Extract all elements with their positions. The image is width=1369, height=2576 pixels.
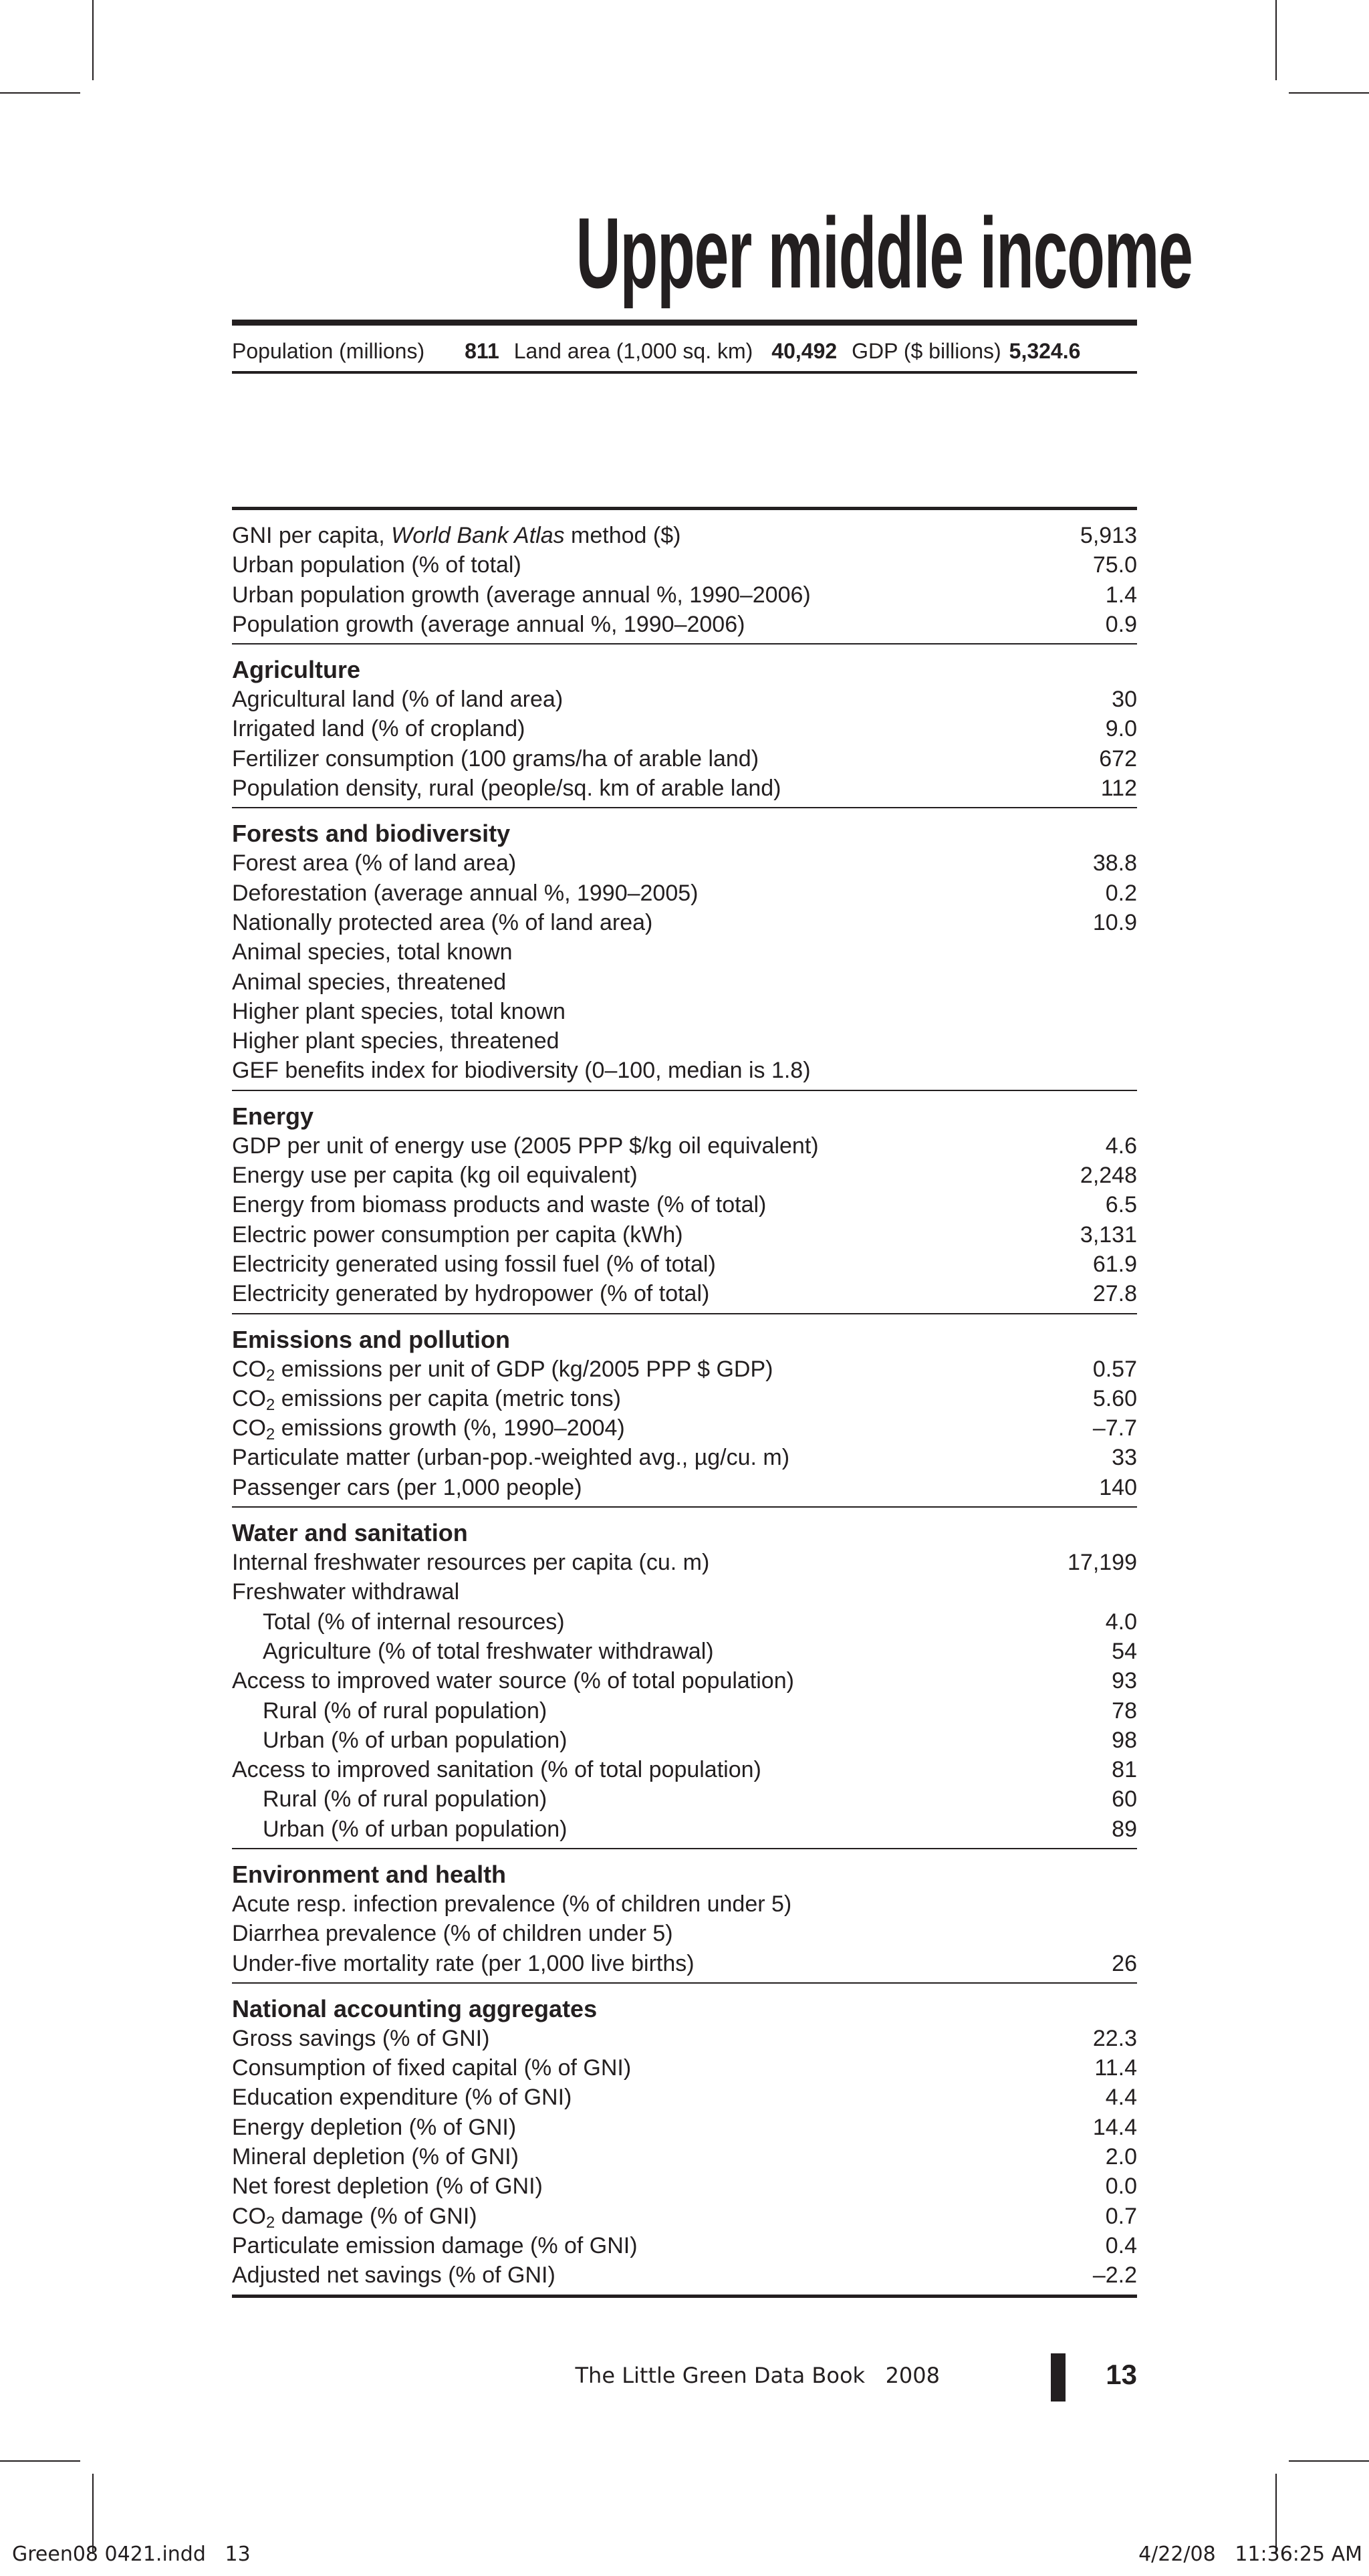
row-value: 0.4 xyxy=(1105,2232,1137,2258)
row-value: –7.7 xyxy=(1092,1415,1137,1441)
row-value: 60 xyxy=(1112,1786,1137,1812)
row-value: 78 xyxy=(1112,1697,1137,1724)
section-forests xyxy=(232,808,1137,1090)
table-row xyxy=(232,2024,1137,2053)
row-value: 672 xyxy=(1099,745,1137,772)
row-value: 30 xyxy=(1112,687,1137,713)
table-row xyxy=(232,967,1137,997)
summary-rule xyxy=(232,371,1137,374)
table-row xyxy=(232,521,1137,550)
row-label xyxy=(232,1413,625,1443)
table-row xyxy=(232,1056,1137,1085)
row-label: Particulate emission damage (% of GNI) xyxy=(232,2232,638,2258)
table-row xyxy=(232,1607,1137,1637)
table-row xyxy=(232,685,1137,714)
row-label: Electric power consumption per capita (kWh) xyxy=(232,1221,683,1248)
row-label: Energy use per capita (kg oil equivalent) xyxy=(232,1163,638,1189)
section-water xyxy=(232,1508,1137,1849)
table-row xyxy=(232,1413,1137,1443)
row-label: Rural (% of rural population) xyxy=(263,1697,547,1724)
table-row xyxy=(232,2142,1137,2172)
row-label: Particulate matter (urban-pop.-weighted avg., µg/cu. m) xyxy=(232,1445,790,1471)
row-value: 38.8 xyxy=(1092,850,1137,876)
row-label: Higher plant species, threatened xyxy=(232,1028,559,1054)
row-value: 0.57 xyxy=(1092,1356,1137,1382)
crop-mark xyxy=(0,2460,80,2462)
row-label: Diarrhea prevalence (% of children under 5) xyxy=(232,1921,673,1947)
crop-mark xyxy=(1275,2474,1277,2554)
row-value: 75.0 xyxy=(1092,552,1137,578)
row-value: 10.9 xyxy=(1092,909,1137,935)
row-label: Energy depletion (% of GNI) xyxy=(232,2114,517,2140)
table-row xyxy=(232,610,1137,639)
table-row xyxy=(232,1384,1137,1413)
table-row xyxy=(232,1161,1137,1190)
gdp-label: GDP ($ billions) xyxy=(852,338,1001,363)
table-row xyxy=(232,2231,1137,2260)
population-label: Population (millions) xyxy=(232,338,425,363)
section-heading: Forests and biodiversity xyxy=(232,820,511,848)
row-value: 0.7 xyxy=(1105,2203,1137,2229)
row-value: 4.6 xyxy=(1105,1133,1137,1159)
row-label: Urban (% of urban population) xyxy=(263,1727,568,1753)
crop-mark xyxy=(1289,2460,1369,2462)
table-row xyxy=(232,1026,1137,1056)
row-value: 112 xyxy=(1100,776,1137,802)
row-value: 81 xyxy=(1112,1757,1137,1783)
row-value: 0.0 xyxy=(1105,2174,1137,2200)
row-value: 93 xyxy=(1112,1668,1137,1694)
crop-mark xyxy=(92,2474,94,2554)
row-label: Irrigated land (% of cropland) xyxy=(232,716,525,742)
row-label: Animal species, threatened xyxy=(232,969,507,995)
row-value: 22.3 xyxy=(1092,2025,1137,2051)
table-row xyxy=(232,937,1137,967)
gni-label-post: method ($) xyxy=(564,523,681,548)
table-row xyxy=(232,1279,1137,1308)
section-general xyxy=(232,510,1137,645)
crop-mark xyxy=(1289,92,1369,94)
row-value: 4.4 xyxy=(1105,2085,1137,2111)
row-label: Urban population growth (average annual %, 1990–2006) xyxy=(232,582,811,608)
row-value: 11.4 xyxy=(1094,2055,1137,2081)
table-row xyxy=(232,774,1137,803)
section-accounts xyxy=(232,1984,1137,2298)
table-row xyxy=(232,848,1137,878)
row-value: 5,913 xyxy=(1080,523,1137,548)
row-label: Under-five mortality rate (per 1,000 live births) xyxy=(232,1950,695,1976)
table-row xyxy=(232,714,1137,743)
row-label xyxy=(232,521,680,550)
row-value: 17,199 xyxy=(1068,1550,1137,1576)
row-label: Rural (% of rural population) xyxy=(263,1786,547,1812)
row-value: 2,248 xyxy=(1080,1163,1137,1189)
row-value: 26 xyxy=(1112,1950,1137,1976)
crop-mark xyxy=(0,92,80,94)
row-label: Agricultural land (% of land area) xyxy=(232,687,564,713)
table-row xyxy=(232,908,1137,937)
co2-label-text: emissions per unit of GDP (kg/2005 PPP $ GDP) xyxy=(275,1356,773,1382)
row-value: 4.0 xyxy=(1105,1609,1137,1635)
row-label: Forest area (% of land area) xyxy=(232,850,517,876)
section-heading: Emissions and pollution xyxy=(232,1325,511,1353)
row-label: Mineral depletion (% of GNI) xyxy=(232,2144,519,2170)
row-label: Energy from biomass products and waste (% of total) xyxy=(232,1192,767,1218)
row-label: GEF benefits index for biodiversity (0–100, median is 1.8) xyxy=(232,1058,811,1084)
row-label: Agriculture (% of total freshwater withdrawal) xyxy=(263,1638,714,1664)
row-label: Gross savings (% of GNI) xyxy=(232,2025,490,2051)
row-value: 1.4 xyxy=(1105,582,1137,608)
row-label xyxy=(232,2202,477,2231)
land-area-value: 40,492 xyxy=(771,338,838,363)
row-label: Passenger cars (per 1,000 people) xyxy=(232,1474,582,1500)
table-row xyxy=(232,1443,1137,1472)
section-heading: Environment and health xyxy=(232,1860,507,1888)
slug-file: Green08 0421.indd 13 xyxy=(12,2543,251,2566)
co2-subscript: 2 xyxy=(266,1366,275,1385)
row-label xyxy=(232,1384,621,1413)
row-label: Education expenditure (% of GNI) xyxy=(232,2085,572,2111)
table-row xyxy=(232,580,1137,610)
row-value: –2.2 xyxy=(1092,2262,1137,2289)
co2-subscript: 2 xyxy=(266,1395,275,1414)
row-value: 3,131 xyxy=(1080,1221,1137,1248)
section-heading: Agriculture xyxy=(232,656,361,684)
row-label: Total (% of internal resources) xyxy=(263,1609,565,1635)
table-row xyxy=(232,2053,1137,2083)
row-label: GDP per unit of energy use (2005 PPP $/kg oil equivalent) xyxy=(232,1133,819,1159)
table-row xyxy=(232,1637,1137,1666)
row-label: Urban population (% of total) xyxy=(232,552,521,578)
row-value: 2.0 xyxy=(1105,2144,1137,2170)
table-row xyxy=(232,1220,1137,1250)
gni-label-italic: World Bank Atlas xyxy=(391,523,565,548)
gdp-value: 5,324.6 xyxy=(1009,338,1081,363)
footer-bar xyxy=(1051,2353,1066,2402)
co2-prefix: CO xyxy=(232,1385,266,1411)
table-row xyxy=(232,1473,1137,1502)
row-value: 14.4 xyxy=(1092,2114,1137,2140)
table-row xyxy=(232,1784,1137,1814)
co2-subscript: 2 xyxy=(266,1425,275,1444)
section-energy xyxy=(232,1091,1137,1314)
row-label: Nationally protected area (% of land area) xyxy=(232,909,653,935)
row-value: 61.9 xyxy=(1092,1251,1137,1277)
row-value: 5.60 xyxy=(1092,1385,1137,1411)
section-heading: Water and sanitation xyxy=(232,1519,468,1547)
table-row xyxy=(232,2172,1137,2201)
co2-label-text: damage (% of GNI) xyxy=(275,2203,477,2229)
crop-mark xyxy=(92,0,94,80)
row-label: Freshwater withdrawal xyxy=(232,1579,460,1605)
section-heading: Energy xyxy=(232,1102,314,1130)
row-label: Animal species, total known xyxy=(232,939,513,965)
section-emissions xyxy=(232,1314,1137,1508)
row-label: Electricity generated by hydropower (% of total) xyxy=(232,1281,710,1307)
row-label: Net forest depletion (% of GNI) xyxy=(232,2174,543,2200)
table-row xyxy=(232,1355,1137,1384)
table-row xyxy=(232,1755,1137,1784)
summary-strip xyxy=(232,332,1137,370)
page-title: Upper middle income xyxy=(576,197,1193,309)
row-label: Deforestation (average annual %, 1990–2005) xyxy=(232,880,699,906)
section-agriculture xyxy=(232,645,1137,808)
table-row xyxy=(232,2202,1137,2231)
page-number: 13 xyxy=(1106,2359,1137,2390)
row-value: 9.0 xyxy=(1105,716,1137,742)
section-heading: National accounting aggregates xyxy=(232,1994,598,2022)
table-row xyxy=(232,1919,1137,1948)
row-value: 89 xyxy=(1112,1816,1137,1842)
row-value: 6.5 xyxy=(1105,1192,1137,1218)
row-label: Electricity generated using fossil fuel (% of total) xyxy=(232,1251,716,1277)
row-label xyxy=(232,1355,773,1384)
title-rule xyxy=(232,320,1137,326)
row-value: 140 xyxy=(1099,1474,1137,1500)
table-row xyxy=(232,997,1137,1026)
row-value: 0.2 xyxy=(1105,880,1137,906)
table-row xyxy=(232,2260,1137,2290)
table-row xyxy=(232,1814,1137,1844)
row-label: Urban (% of urban population) xyxy=(263,1816,568,1842)
table-row xyxy=(232,1726,1137,1755)
table-row xyxy=(232,1949,1137,1978)
crop-mark xyxy=(1275,0,1277,80)
row-value: 27.8 xyxy=(1092,1281,1137,1307)
table-row xyxy=(232,1666,1137,1695)
gni-label-pre: GNI per capita, xyxy=(232,523,392,548)
table-row xyxy=(232,2083,1137,2112)
slug-date: 4/22/08 11:36:25 AM xyxy=(1138,2543,1362,2566)
table-row xyxy=(232,550,1137,580)
row-label: Higher plant species, total known xyxy=(232,998,566,1024)
co2-prefix: CO xyxy=(232,2203,266,2229)
table-row xyxy=(232,1577,1137,1607)
row-label: Adjusted net savings (% of GNI) xyxy=(232,2262,555,2289)
table-row xyxy=(232,1548,1137,1577)
row-label: Consumption of fixed capital (% of GNI) xyxy=(232,2055,632,2081)
row-value: 0.9 xyxy=(1105,611,1137,637)
table-row xyxy=(232,1696,1137,1726)
row-label: Access to improved water source (% of total population) xyxy=(232,1668,794,1694)
co2-label-text: emissions per capita (metric tons) xyxy=(275,1385,621,1411)
co2-subscript: 2 xyxy=(266,2213,275,2232)
row-label: Population density, rural (people/sq. km of arable land) xyxy=(232,776,781,802)
table-row xyxy=(232,879,1137,908)
indicator-table xyxy=(232,507,1137,2298)
row-value: 98 xyxy=(1112,1727,1137,1753)
row-value: 54 xyxy=(1112,1638,1137,1664)
row-label: Fertilizer consumption (100 grams/ha of arable land) xyxy=(232,745,759,772)
land-area-label: Land area (1,000 sq. km) xyxy=(513,338,753,363)
book-title: The Little Green Data Book 2008 xyxy=(575,2363,940,2388)
co2-prefix: CO xyxy=(232,1415,266,1441)
co2-prefix: CO xyxy=(232,1356,266,1382)
row-label: Internal freshwater resources per capita (cu. m) xyxy=(232,1550,710,1576)
population-value: 811 xyxy=(465,338,499,363)
table-row xyxy=(232,744,1137,774)
row-value: 33 xyxy=(1112,1445,1137,1471)
table-row xyxy=(232,1190,1137,1219)
co2-label-text: emissions growth (%, 1990–2004) xyxy=(275,1415,625,1441)
section-health xyxy=(232,1849,1137,1984)
table-row xyxy=(232,1131,1137,1161)
table-row xyxy=(232,2113,1137,2142)
page-footer xyxy=(232,2353,1137,2402)
table-row xyxy=(232,1250,1137,1279)
row-label: Acute resp. infection prevalence (% of children under 5) xyxy=(232,1891,792,1917)
table-row xyxy=(232,1889,1137,1919)
row-label: Access to improved sanitation (% of total population) xyxy=(232,1757,761,1783)
row-label: Population growth (average annual %, 1990–2006) xyxy=(232,611,745,637)
